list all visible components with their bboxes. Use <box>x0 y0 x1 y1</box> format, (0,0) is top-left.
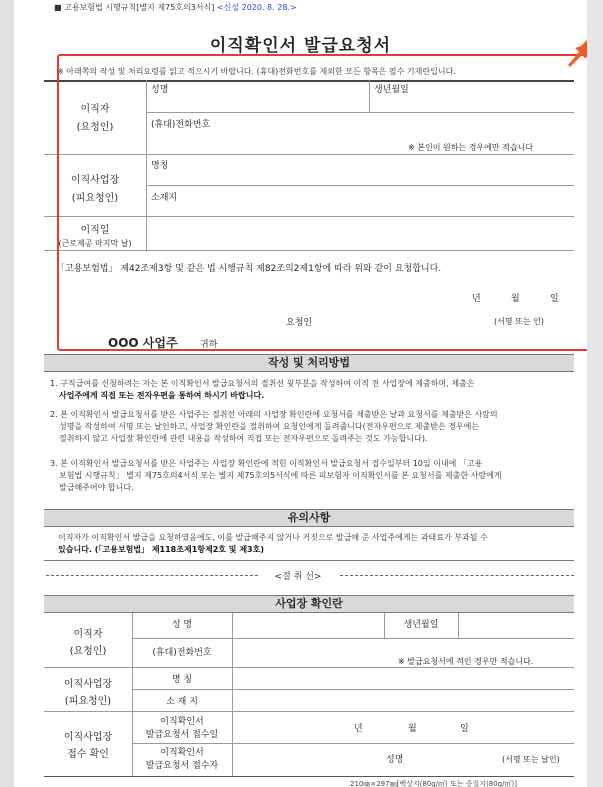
cut-line-left <box>46 575 258 576</box>
procedure-header: 작성 및 처리방법 <box>44 354 574 372</box>
procedure-item-1 <box>50 378 574 402</box>
conf-date-day: 일 <box>460 724 469 734</box>
document-page <box>14 0 587 787</box>
conf-receipt-date-label-2: 발급요청서 접수일 <box>145 730 219 740</box>
workplace-label: 이직사업장 <box>70 175 120 186</box>
requester-label: 요청인 <box>286 318 313 328</box>
procedure-line: 발급해주어야 합니다. <box>59 483 134 492</box>
amendment-date: <신설 2020. 8. 28.> <box>216 3 297 12</box>
divider <box>132 743 574 744</box>
caution-text <box>58 532 574 556</box>
conf-phone-note: ※ 발급요청서에 적인 경우만 적습니다. <box>398 657 534 666</box>
procedure-line: 2. 본 이직확인서 발급요청서를 받은 사업주는 절취선 아래의 사업장 확인란에 요청서를 제출받은 날과 요청서를 제출받은 사람의 <box>50 410 498 419</box>
form-title: 이직확인서 발급요청서 <box>209 36 392 56</box>
leave-date-sub-label: (근로제공 마지막 날) <box>58 239 132 248</box>
conf-receiver-label-2: 발급요청서 접수자 <box>145 761 219 771</box>
birth-field-label: 생년월일 <box>374 85 409 95</box>
procedure-item-2 <box>50 409 574 445</box>
divider <box>44 560 574 561</box>
conf-workplace-sub-label: (피요청인) <box>64 696 112 707</box>
workplace-sub-label: (피요청인) <box>71 193 119 204</box>
conf-birth-label: 생년월일 <box>403 620 439 630</box>
signature-label: (서명 또는 인) <box>494 317 544 326</box>
conf-date-year: 년 <box>354 724 363 734</box>
conf-receipt-date-label: 이직확인서 <box>160 717 204 727</box>
legal-basis-text: 「고용보험법」 제42조제3항 및 같은 법 시행규칙 제82조의2제1항에 따라 위와 같이 요청합니다. <box>56 264 442 274</box>
phone-field-label: (휴대)전화번호 <box>151 120 211 130</box>
cut-line-right <box>340 575 574 576</box>
procedure-line: 보험법 시행규칙」 별지 제75호의4서식 또는 별지 제75호의5서식에 따른 피보험자 이직확인서를 본 요청서를 제출한 사람에게 <box>59 471 502 480</box>
name-field-label: 성명 <box>151 85 169 95</box>
recipient-name: OOO 사업주 <box>108 336 178 350</box>
conf-receipt-sub-label: 접수 확인 <box>67 749 109 760</box>
applicant-sub-label: (요청인) <box>76 122 114 133</box>
conf-receipt-label: 이직사업장 <box>63 732 113 743</box>
procedure-line: 절취하지 않고 사업장 확인란에 관련 내용을 작성하여 직접 또는 전자우편으로 돌려주는 것도 가능합니다). <box>59 434 428 443</box>
conf-applicant-label: 이직자 <box>73 629 103 640</box>
caution-line: 이직자가 이직확인서 발급을 요청하였음에도, 이를 발급해주지 않거나 거짓으로 발급해 준 사업주에게는 과태료가 부과될 수 <box>58 533 488 542</box>
applicant-label: 이직자 <box>80 104 110 115</box>
conf-receiver-signature: (서명 또는 날인) <box>502 755 560 764</box>
highlight-box <box>57 54 587 351</box>
conf-phone-label: (휴대)전화번호 <box>152 648 212 658</box>
conf-workplace-label: 이직사업장 <box>63 679 113 690</box>
conf-date-month: 월 <box>408 724 417 734</box>
right-gutter <box>587 0 603 787</box>
form-reference: ■ 고용보험법 시행규칙[별지 제75호의3서식] <box>54 3 215 12</box>
pushpin-icon[interactable] <box>567 29 587 69</box>
paper-spec-footer: 210㎜×297㎜[백상지(80g/㎡) 또는 중질지(80g/㎡)] <box>350 780 517 787</box>
cut-line-label: <절 취 선> <box>274 572 322 582</box>
procedure-line: 3. 본 이직확인서 발급요청서를 받은 사업주는 사업장 확인란에 적힌 이직확인서 발급요청서 접수일부터 10일 이내에 「고용 <box>50 459 483 468</box>
address-label: 소재지 <box>151 193 178 203</box>
company-name-label: 명칭 <box>151 161 169 171</box>
conf-company-name-label: 명 칭 <box>171 675 193 685</box>
divider <box>44 776 574 777</box>
caution-header: 유의사항 <box>44 509 574 527</box>
confirmation-header: 사업장 확인란 <box>44 595 574 613</box>
instruction-text: ※ 아래쪽의 작성 및 처리요령를 읽고 적으시기 바랍니다. (휴대)전화번호를 제외한 모든 항목은 필수 기재란입니다. <box>57 67 456 76</box>
date-month-label: 월 <box>511 294 520 304</box>
conf-receiver-name-label: 성명 <box>386 755 404 765</box>
divider <box>132 638 574 639</box>
conf-receiver-label: 이직확인서 <box>160 748 204 758</box>
procedure-line: 성명을 작성하여 서명 또는 날인하고, 사업장 확인란을 절취하여 요청인에게 돌려줍니다(전자우편으로 제출받은 경우에는 <box>59 422 480 431</box>
date-day-label: 일 <box>550 294 559 304</box>
leave-date-label: 이직일 <box>80 225 110 236</box>
divider <box>44 711 574 712</box>
recipient-suffix: 귀하 <box>200 340 218 350</box>
procedure-item-3 <box>50 458 574 494</box>
form-reference-note <box>54 2 297 13</box>
phone-note: ※ 본인이 원하는 경우에만 적습니다 <box>408 143 534 152</box>
date-year-label: 년 <box>472 294 481 304</box>
caution-line: 있습니다. (「고용보험법」 제118조제1항제2호 및 제3호) <box>58 545 264 554</box>
divider <box>132 689 574 690</box>
procedure-line: 사업주에게 직접 또는 전자우편을 통하여 하시기 바랍니다. <box>59 391 265 400</box>
procedure-line: 1. 구직급여를 신청하려는 자는 본 이직확인서 발급요청서의 절취선 윗부분을 작성하여 이직 전 사업장에 제출하며, 제출은 <box>50 379 475 388</box>
conf-address-label: 소 재 지 <box>166 697 198 707</box>
divider <box>458 613 459 638</box>
conf-name-label: 성 명 <box>171 620 193 630</box>
divider <box>44 667 574 668</box>
left-gutter <box>0 0 14 787</box>
conf-applicant-sub-label: (요청인) <box>69 646 107 657</box>
